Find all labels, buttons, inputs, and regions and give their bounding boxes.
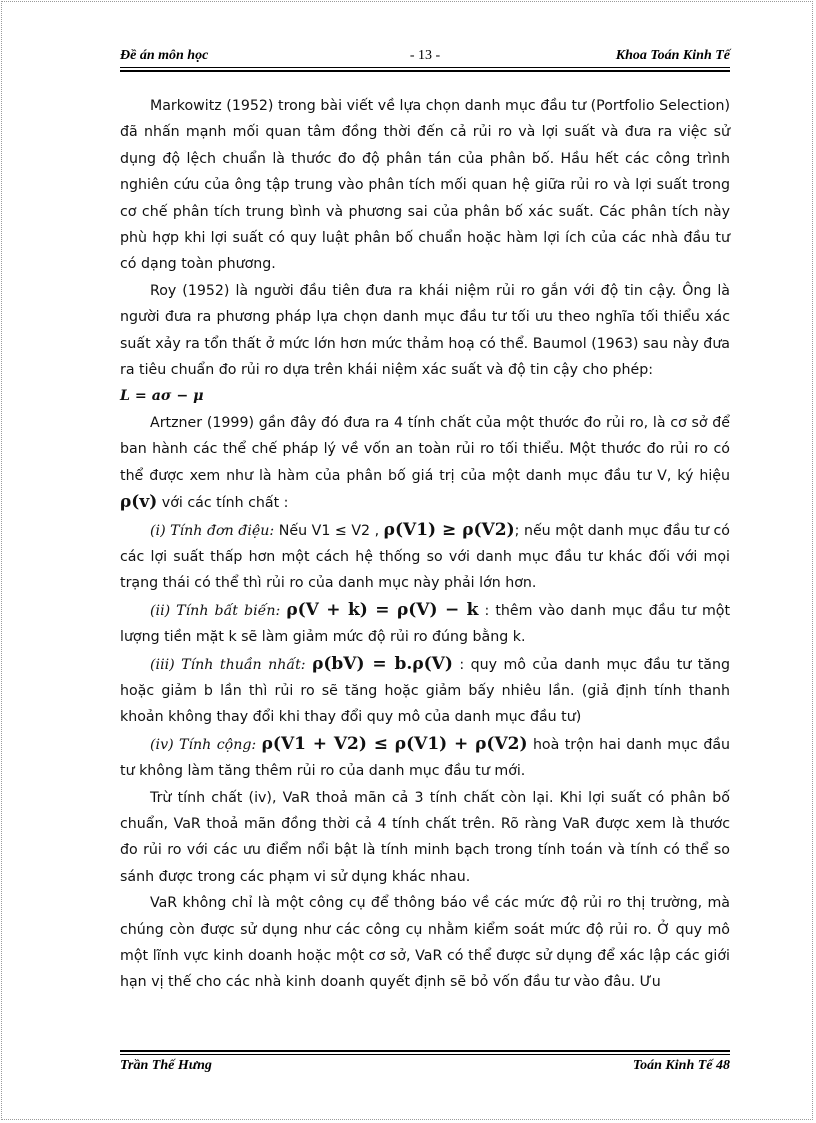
paragraph-artzner [120, 410, 730, 517]
header-course-title: Đề án môn học [120, 48, 209, 63]
property-subadditivity [120, 731, 730, 785]
artzner-tail: với các tính chất : [161, 495, 289, 512]
property-ii-text: : thêm vào danh mục đầu tư một lượng tiền mặt k sẽ làm giảm mức độ rủi ro đúng bằng k. [120, 602, 731, 646]
property-monotonicity [120, 517, 730, 597]
property-iii-label: (iii) Tính thuần nhất: [150, 656, 306, 673]
footer-rule-thin [120, 1054, 730, 1055]
property-iv-formula: ρ(V1 + V2) ≤ ρ(V1) + ρ(V2) [261, 733, 528, 754]
roy-text: Roy (1952) là người đầu tiên đưa ra khái niệm rủi ro gắn với độ tin cậy. Ông là người đưa ra phương pháp lựa chọn danh mục đầu tư tối ưu theo nghĩa tối thiểu xác suất xảy ra tổn thất ở mức lớn hơn mức thảm hoạ có thể. Baumol (1963) sau này đưa ra tiêu chuẩn đo rủi ro dựa trên khái niệm xác suất và độ tin cậy cho phép: [120, 282, 730, 379]
page-footer [120, 1058, 730, 1078]
paragraph-var-uses: VaR không chỉ là một công cụ để thông báo về các mức độ rủi ro thị trường, mà chúng còn được sử dụng như các công cụ nhằm kiểm soát mức độ rủi ro. Ở quy mô một lĩnh vực kinh doanh hoặc một cơ sở, VaR có thể được sử dụng để xác lập các giới hạn vị thế cho các nhà kinh doanh quyết định sẽ bỏ vốn đầu tư vào đâu. Ưu [120, 895, 730, 991]
property-homogeneity [120, 651, 730, 731]
header-rule-thick [120, 70, 730, 72]
property-translation-invariance [120, 597, 730, 651]
header-page-number: - 13 - [409, 48, 441, 63]
property-i-label: (i) Tính đơn điệu: [150, 522, 275, 539]
property-iv-text: hoà trộn hai danh mục đầu tư không làm tăng thêm rủi ro của danh mục đầu tư mới. [120, 736, 731, 780]
property-iv-label: (iv) Tính cộng: [150, 736, 257, 753]
baumol-formula: L = aσ − μ [120, 388, 204, 405]
header-rule-thin [120, 67, 730, 68]
rho-v-formula: ρ(v) [120, 492, 158, 513]
paragraph-markowitz: Markowitz (1952) trong bài viết về lựa chọn danh mục đầu tư (Portfolio Selection) đã nhấn mạnh mối quan tâm đồng thời đến cả rủi ro và lợi suất và đưa ra việc sử dụng độ lệch chuẩn là thước đo độ phân tán của phân bố. Hầu hết các công trình nghiên cứu của ông tập trung vào phân tích mối quan hệ giữa rủi ro và lợi suất trong cơ chế phân tích trung bình và phương sai của phân bố xác suất. Các phân tích này phù hợp khi lợi suất có quy luật phân bố chuẩn hoặc hàm lợi ích của các nhà đầu tư có dạng toàn phương. [120, 98, 730, 273]
paragraph-roy [120, 278, 730, 384]
baumol-formula-line [120, 383, 730, 409]
property-i-formula: ρ(V1) ≥ ρ(V2) [383, 519, 515, 540]
page-header [120, 48, 730, 68]
header-faculty: Khoa Toán Kinh Tế [615, 48, 730, 63]
property-i-condition: Nếu V1 ≤ V2 , [278, 522, 380, 539]
document-body [120, 93, 730, 996]
property-iii-text: : quy mô của danh mục đầu tư tăng hoặc giảm b lần thì rủi ro sẽ tăng hoặc giảm bấy nhiêu lần. (giả định tính thanh khoản không thay đổi khi thay đổi quy mô của danh mục đầu tư) [120, 656, 730, 726]
property-iii-formula: ρ(bV) = b.ρ(V) [312, 653, 453, 674]
paragraph-var-properties: Trừ tính chất (iv), VaR thoả mãn cả 3 tính chất còn lại. Khi lợi suất có phân bố chuẩn, VaR thoả mãn đồng thời cả 4 tính chất trên. Rõ ràng VaR được xem là thước đo rủi ro với các ưu điểm nổi bật là tính minh bạch trong tính toán và tính có thể so sánh được trong các phạm vi sử dụng khác nhau. [120, 789, 730, 885]
footer-rule-thick [120, 1050, 730, 1052]
footer-author: Trần Thế Hưng [120, 1058, 212, 1073]
property-ii-label: (ii) Tính bất biến: [150, 602, 281, 619]
artzner-text: Artzner (1999) gần đây đó đưa ra 4 tính chất của một thước đo rủi ro, là cơ sở để ban hành các thể chế pháp lý về vốn an toàn rủi ro tối thiểu. Một thước đo rủi ro có thể được xem như là hàm của phân bố giá trị của một danh mục đầu tư V, ký hiệu [120, 414, 730, 484]
property-ii-formula: ρ(V + k) = ρ(V) − k [286, 599, 479, 620]
footer-class: Toán Kinh Tế 48 [632, 1058, 730, 1073]
property-i-text: ; nếu một danh mục đầu tư có các lợi suất thấp hơn một cách hệ thống so với danh mục đầu tư khác đối với mọi trạng thái có thể thì rủi ro của danh mục này phải lớn hơn. [120, 522, 730, 592]
